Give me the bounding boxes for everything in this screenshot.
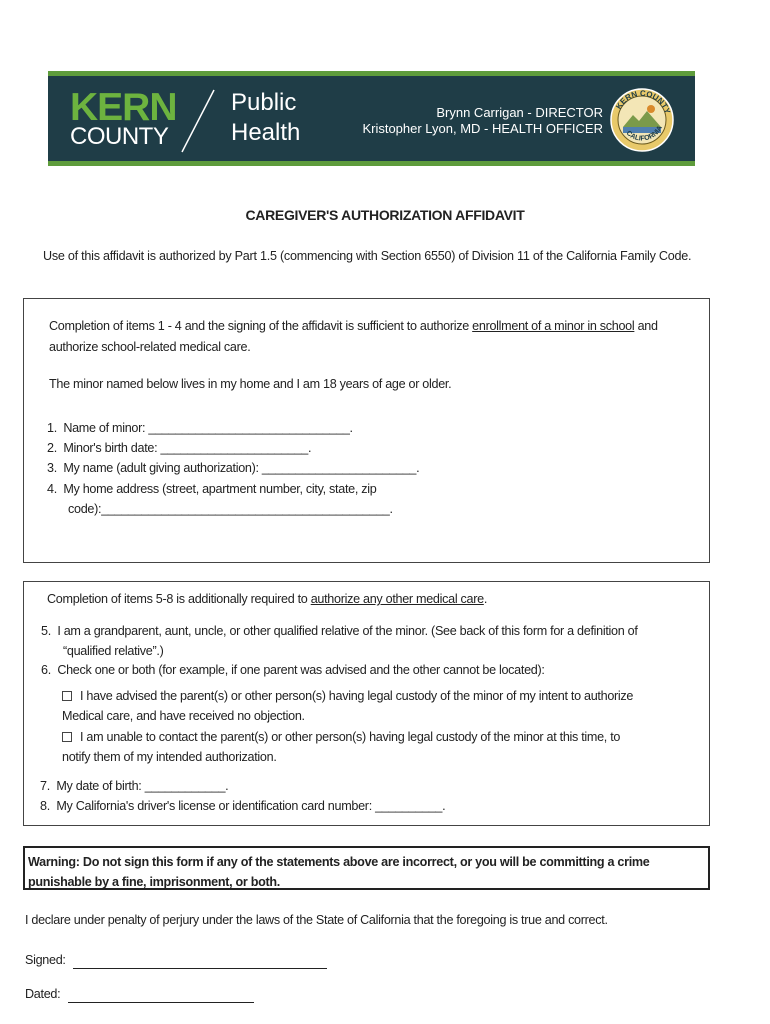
director-name: Brynn Carrigan - DIRECTOR (436, 105, 603, 120)
logo-county-text: COUNTY (70, 123, 169, 150)
checkbox-advised-label: I have advised the parent(s) or other person(s) having legal custody of the minor of my intent to authorize (80, 689, 634, 703)
item-3-text: My name (adult giving authorization): _______________________. (63, 461, 420, 475)
logo-divider-slash (178, 86, 218, 156)
signature-line[interactable] (73, 968, 327, 969)
item-4-continuation: code):___________________________________________. (68, 502, 393, 516)
item-8-text: My California's driver's license or identification card number: __________. (56, 799, 446, 813)
county-seal-icon (609, 87, 675, 153)
checkbox-advised[interactable] (62, 691, 72, 701)
item-4: 4. My home address (street, apartment number, city, state, zip (47, 482, 377, 496)
declaration-text: I declare under penalty of perjury under the laws of the State of California that the foregoing is true and correct. (25, 913, 608, 927)
seal-bottom-text: CALIFORNIA (624, 124, 665, 143)
section1-lead-emphasis: enrollment of a minor in school (472, 319, 635, 333)
item-8: 8. My California's driver's license or identification card number: __________. (40, 799, 446, 813)
health-officer-name: Kristopher Lyon, MD - HEALTH OFFICER (362, 121, 603, 136)
section2-lead-emphasis: authorize any other medical care (310, 592, 484, 606)
item-5-text: I am a grandparent, aunt, uncle, or other qualified relative of the minor. (See back of this form for a definition of (57, 624, 638, 638)
section2-lead: Completion of items 5-8 is additionally required to authorize any other medical care. (47, 592, 488, 606)
item-1-text: Name of minor: ______________________________. (63, 421, 353, 435)
item-6-text: Check one or both (for example, if one parent was advised and the other cannot be located): (57, 663, 545, 677)
item-2: 2. Minor's birth date: ______________________. (47, 441, 312, 455)
checkbox-option-advised[interactable] (62, 687, 633, 705)
item-1: 1. Name of minor: ______________________________. (47, 421, 353, 435)
item-7: 7. My date of birth: ____________. (40, 779, 229, 793)
dept-name-line1: Public (231, 89, 297, 116)
dated-row (25, 985, 254, 1003)
item-6: 6. Check one or both (for example, if one parent was advised and the other cannot be located): (41, 663, 545, 677)
warning-line2: punishable by a fine, imprisonment, or both. (28, 875, 280, 889)
section1-lead-line2: authorize school-related medical care. (49, 340, 251, 354)
dated-label: Dated: (25, 987, 61, 1001)
checkbox-unable[interactable] (62, 732, 72, 742)
signed-row (25, 951, 327, 969)
date-line[interactable] (68, 1002, 254, 1003)
signed-label: Signed: (25, 953, 66, 967)
warning-line1: Warning: Do not sign this form if any of the statements above are incorrect, or you will be committing a crime (28, 855, 650, 869)
checkbox-advised-label-cont: Medical care, and have received no objection. (62, 709, 305, 723)
item-7-text: My date of birth: ____________. (56, 779, 229, 793)
seal-top-text: KERN COUNTY (614, 88, 673, 115)
item-4-text: My home address (street, apartment number, city, state, zip (63, 482, 377, 496)
warning-box (23, 846, 710, 890)
item-3: 3. My name (adult giving authorization): _______________________. (47, 461, 420, 475)
checkbox-option-unable[interactable] (62, 728, 620, 746)
checkbox-unable-label: I am unable to contact the parent(s) or other person(s) having legal custody of the minor at this time, to (80, 730, 621, 744)
header-banner (48, 71, 695, 166)
kern-county-logo (70, 86, 177, 150)
section1-statement: The minor named below lives in my home and I am 18 years of age or older. (49, 377, 452, 391)
intro-text: Use of this affidavit is authorized by Part 1.5 (commencing with Section 6550) of Division 11 of the California Family Code. (43, 249, 692, 263)
item-2-text: Minor's birth date: ______________________. (63, 441, 312, 455)
logo-kern-text: KERN (70, 86, 177, 129)
checkbox-unable-label-cont: notify them of my intended authorization. (62, 750, 277, 764)
form-title: CAREGIVER'S AUTHORIZATION AFFIDAVIT (245, 207, 525, 223)
dept-name-line2: Health (231, 119, 301, 146)
item-5: 5. I am a grandparent, aunt, uncle, or other qualified relative of the minor. (See back of this form for a definition of (41, 624, 638, 638)
item-5-continuation: “qualified relative”.) (63, 644, 164, 658)
section1-lead: Completion of items 1 - 4 and the signing of the affidavit is sufficient to authorize enrollment of a minor in school and (49, 319, 658, 333)
